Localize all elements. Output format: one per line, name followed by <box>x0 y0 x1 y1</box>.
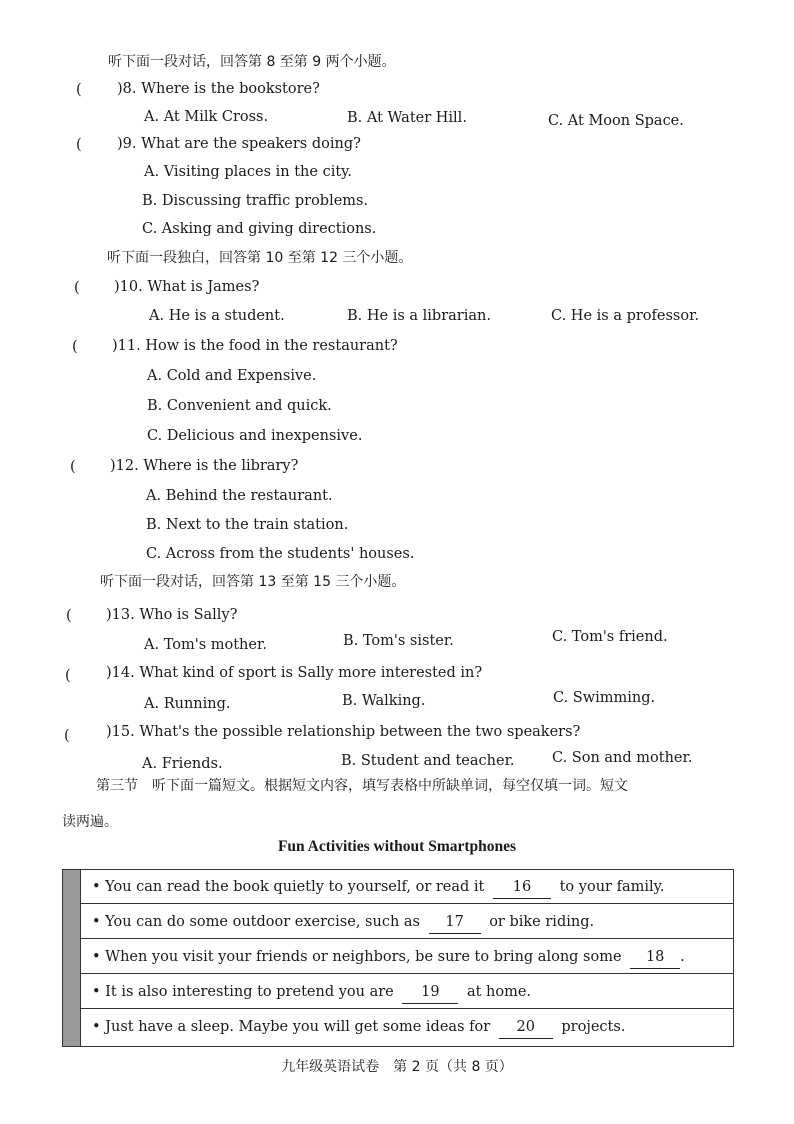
option-q15-a: A. Friends. <box>142 756 223 772</box>
row-text-before: • When you visit your friends or neighbors, be sure to bring along some <box>92 949 622 965</box>
row-text-after: at home. <box>466 984 532 1000</box>
option-q15-b: B. Student and teacher. <box>341 753 515 769</box>
option-q9-a: A. Visiting places in the city. <box>144 164 353 180</box>
question-stem-q15: )15. What's the possible relationship between the two speakers? <box>106 724 581 740</box>
row-text-before: • You can read the book quietly to yourself, or read it <box>92 879 485 895</box>
instruction-q13-15: 听下面一段对话，回答第 13 至第 15 三个小题。 <box>100 574 406 590</box>
question-stem-q12: )12. Where is the library? <box>110 458 299 474</box>
table-side-stripe <box>63 870 81 1046</box>
table-title: Fun Activities without Smartphones <box>277 838 517 855</box>
option-q11-a: A. Cold and Expensive. <box>147 368 317 384</box>
answer-paren-q14[interactable]: ( <box>65 668 71 684</box>
option-q13-c: C. Tom's friend. <box>552 629 668 645</box>
option-q10-b: B. He is a librarian. <box>347 308 491 324</box>
question-stem-q9: )9. What are the speakers doing? <box>117 136 361 152</box>
row-text-after: . <box>680 949 685 965</box>
option-q13-b: B. Tom's sister. <box>343 633 454 649</box>
answer-paren-q13[interactable]: ( <box>66 608 72 624</box>
table-row <box>80 1010 733 1044</box>
option-q8-b: B. At Water Hill. <box>347 110 467 126</box>
option-q15-c: C. Son and mother. <box>552 750 693 766</box>
answer-paren-q11[interactable]: ( <box>72 339 78 355</box>
option-q9-b: B. Discussing traffic problems. <box>142 193 369 209</box>
row-text-after: or bike riding. <box>489 914 595 930</box>
row-text-after: projects. <box>561 1019 626 1035</box>
row-text-before: • It is also interesting to pretend you are <box>92 984 394 1000</box>
option-q11-c: C. Delicious and inexpensive. <box>147 428 363 444</box>
row-text-after: to your family. <box>559 879 665 895</box>
option-q11-b: B. Convenient and quick. <box>147 398 332 414</box>
option-q9-c: C. Asking and giving directions. <box>142 221 377 237</box>
question-stem-q8: )8. Where is the bookstore? <box>117 81 320 97</box>
question-stem-q10: )10. What is James? <box>114 279 260 295</box>
option-q8-a: A. At Milk Cross. <box>144 109 269 125</box>
option-q12-a: A. Behind the restaurant. <box>146 488 333 504</box>
option-q14-c: C. Swimming. <box>553 690 656 706</box>
option-q12-c: C. Across from the students' houses. <box>146 546 415 562</box>
table-row <box>80 940 733 974</box>
option-q12-b: B. Next to the train station. <box>146 517 349 533</box>
answer-paren-q9[interactable]: ( <box>76 137 82 153</box>
table-row <box>80 905 733 939</box>
blank-19[interactable]: 19 <box>402 981 458 1004</box>
question-stem-q11: )11. How is the food in the restaurant? <box>112 338 398 354</box>
question-stem-q14: )14. What kind of sport is Sally more interested in? <box>106 665 483 681</box>
answer-paren-q10[interactable]: ( <box>74 280 80 296</box>
blank-18[interactable]: 18 <box>630 946 680 969</box>
row-text-before: • Just have a sleep. Maybe you will get some ideas for <box>92 1019 491 1035</box>
table-row <box>80 870 733 904</box>
option-q14-a: A. Running. <box>144 696 231 712</box>
option-q10-a: A. He is a student. <box>149 308 285 324</box>
page-footer: 九年级英语试卷 第 2 页（共 8 页） <box>281 1059 513 1075</box>
table-row <box>80 975 733 1009</box>
answer-paren-q8[interactable]: ( <box>76 82 82 98</box>
blank-17[interactable]: 17 <box>429 911 481 934</box>
fill-in-table <box>62 869 734 1047</box>
instruction-q10-12: 听下面一段独白，回答第 10 至第 12 三个小题。 <box>107 250 413 266</box>
option-q10-c: C. He is a professor. <box>551 308 700 324</box>
blank-20[interactable]: 20 <box>499 1016 553 1039</box>
row-text-before: • You can do some outdoor exercise, such as <box>92 914 420 930</box>
blank-16[interactable]: 16 <box>493 876 551 899</box>
instruction-q8-9: 听下面一段对话，回答第 8 至第 9 两个小题。 <box>108 54 396 70</box>
option-q14-b: B. Walking. <box>342 693 426 709</box>
question-stem-q13: )13. Who is Sally? <box>106 607 238 623</box>
answer-paren-q15[interactable]: ( <box>64 728 70 744</box>
answer-paren-q12[interactable]: ( <box>70 459 76 475</box>
option-q8-c: C. At Moon Space. <box>548 113 684 129</box>
option-q13-a: A. Tom's mother. <box>144 637 267 653</box>
section3-instruction: 第三节 听下面一篇短文。根据短文内容，填写表格中所缺单词，每空仅填一词。短文 <box>96 778 628 794</box>
section3-instruction-cont: 读两遍。 <box>62 814 118 830</box>
